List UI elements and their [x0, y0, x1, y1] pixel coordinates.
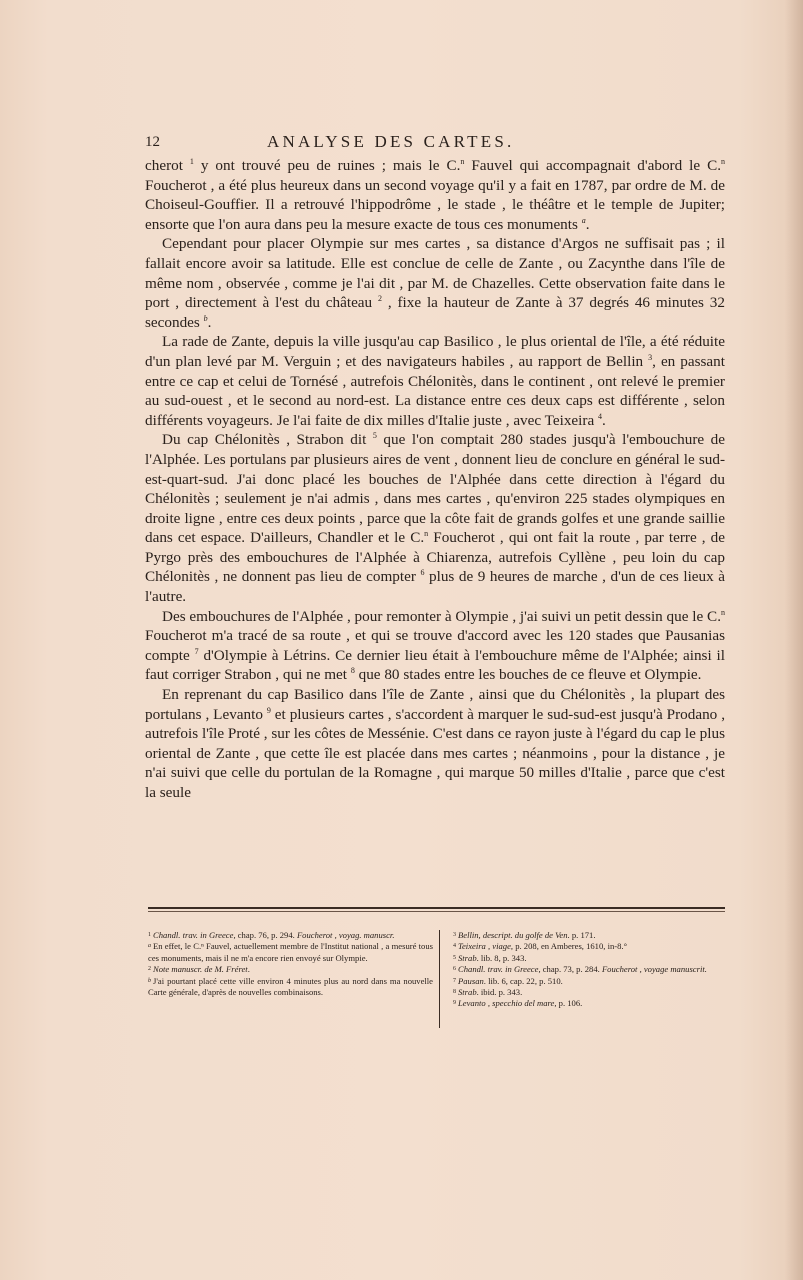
footnote-8: $^8$ Strab. ibid. p. 343.	[453, 987, 523, 998]
paragraph-1: cherot $^1$ y ont trouvé peu de ruines ; mais le C.$^n$ Fauvel qui accompagnait d'abord le C.$^n$ Foucherot , a été plus heureux dans un second voyage qu'il y a fait en 1787, par ordre de M. de Choiseul-Gouffier. Il a retrouvé l'hippodrôme , le stade , le théâtre et le temple de Jupiter; ensorte que l'on aura dans peu la mesure exacte de tous ces monuments $^a$.	[145, 157, 725, 233]
page-fold-shadow	[785, 0, 803, 1280]
footnote-7: $^7$ Pausan. lib. 6, cap. 22, p. 510.	[453, 975, 563, 986]
footnote-5: $^5$ Strab. lib. 8, p. 343.	[453, 952, 527, 963]
footnotes-right-column	[453, 930, 728, 1010]
footnote-rule-thin	[148, 911, 725, 912]
page-header	[145, 132, 727, 154]
footnote-b: $^b$ J'ai pourtant placé cette ville environ 4 minutes plus au nord dans ma nouvelle Carte générale, d'après de nouvelles combinaisons.	[148, 975, 433, 998]
footnotes-left-column	[148, 930, 433, 998]
footnote-a: $^a$ En effet, le C.ⁿ Fauvel, actuellement membre de l'Institut national , a mesuré tous ces monuments, mais il ne m'a encore rien envoyé sur Olympie.	[148, 941, 433, 963]
footnote-rule	[148, 907, 725, 909]
footnote-9: $^9$ Levanto , specchio del mare, p. 106.	[453, 998, 583, 1009]
footnote-4: $^4$ Teixeira , viage, p. 208, en Amberes, 1610, in-8.°	[453, 941, 628, 952]
paragraph-5: Des embouchures de l'Alphée , pour remonter à Olympie , j'ai suivi un petit dessin que le C.$^n$ Foucherot m'a tracé de sa route , et qui se trouve d'accord avec les 120 stades que Pausanias compte $^7$ d'Olympie à Létrins. Ce dernier lieu était à l'embouchure même de l'Alphée; ainsi il faut corriger Strabon , qui ne met $^8$ que 80 stades entre les bouches de ce fleuve et Olympie.	[145, 607, 725, 684]
paragraph-3: La rade de Zante, depuis la ville jusqu'au cap Basilico , le plus oriental de l'île, a été réduite d'un plan levé par M. Verguin ; et des navigateurs habiles , au rapport de Bellin $^3$, en passant entre ce cap et celui de Tornésé , autrefois Chélonitès, dans le continent , ont relevé le premier au sud-ouest , et le second au nord-est. La distance entre ces deux caps est différente , selon différents voyageurs. Je l'ai faite de dix milles d'Italie juste , avec Teixeira $^4$.	[145, 333, 725, 429]
main-text	[145, 156, 725, 803]
footnote-6: $^6$ Chandl. trav. in Greece, chap. 73, p. 284. Foucherot , voyage manuscrit.	[453, 964, 707, 975]
paragraph-6: En reprenant du cap Basilico dans l'île de Zante , ainsi que du Chélonitès , la plupart des portulans , Levanto $^9$ et plusieurs cartes , s'accordent à marquer le sud-sud-est jusqu'à Prodano , autrefois l'île Proté , sur les côtes de Messénie. C'est dans ce rayon juste à l'égard du cap le plus oriental de Zante , que cette île est placée dans mes cartes ; néanmoins , pour la distance , je n'ai suivi que celle du portulan de la Romagne , qui marque 50 milles d'Italie , parce que c'est la seule	[145, 686, 725, 801]
paragraph-4: Du cap Chélonitès , Strabon dit $^5$ que l'on comptait 280 stades jusqu'à l'embouchure de l'Alphée. Les portulans par plusieurs aires de vent , donnent lieu de conclure en général le sud-est-quart-sud. J'ai donc placé les bouches de l'Alphée dans cette direction à l'égard du Chélonitès ; seulement je n'ai admis , dans mes cartes , qu'environ 225 stades olympiques en droite ligne , entre ces deux points , parce que la côte fait de grands golfes et une grande saillie dans cet espace. D'ailleurs, Chandler et le C.$^n$ Foucherot , qui ont fait la route , par terre , de Pyrgo près des embouchures de l'Alphée à Chiarenza, autrefois Cyllène , peu loin du cap Chélonitès , ne donnent pas lieu de compter $^6$ plus de 9 heures de marche , d'un de ces lieux à l'autre.	[145, 431, 726, 606]
footnotes-column-divider	[439, 930, 440, 1028]
footnote-3: $^3$ Bellin, descript. du golfe de Ven. p. 171.	[453, 930, 596, 940]
page-number: 12	[145, 134, 160, 150]
running-title: ANALYSE DES CARTES.	[267, 132, 515, 151]
paragraph-2: Cependant pour placer Olympie sur mes cartes , sa distance d'Argos ne suffisait pas ; il fallait encore avoir sa latitude. Elle est conclue de celle de Zante , ou Zacynthe dans l'île de même nom , observée , comme je l'ai dit , par M. de Chazelles. Cette observation faite dans le port , directement à l'est du château $^2$ , fixe la hauteur de Zante à 37 degrés 46 minutes 32 secondes $^b$.	[145, 235, 725, 331]
footnote-1: $^1$ Chandl. trav. in Greece, chap. 76, p. 294. Foucherot , voyag. manuscr.	[148, 930, 395, 940]
footnote-2: $^2$ Note manuscr. de M. Fréret.	[148, 964, 250, 975]
